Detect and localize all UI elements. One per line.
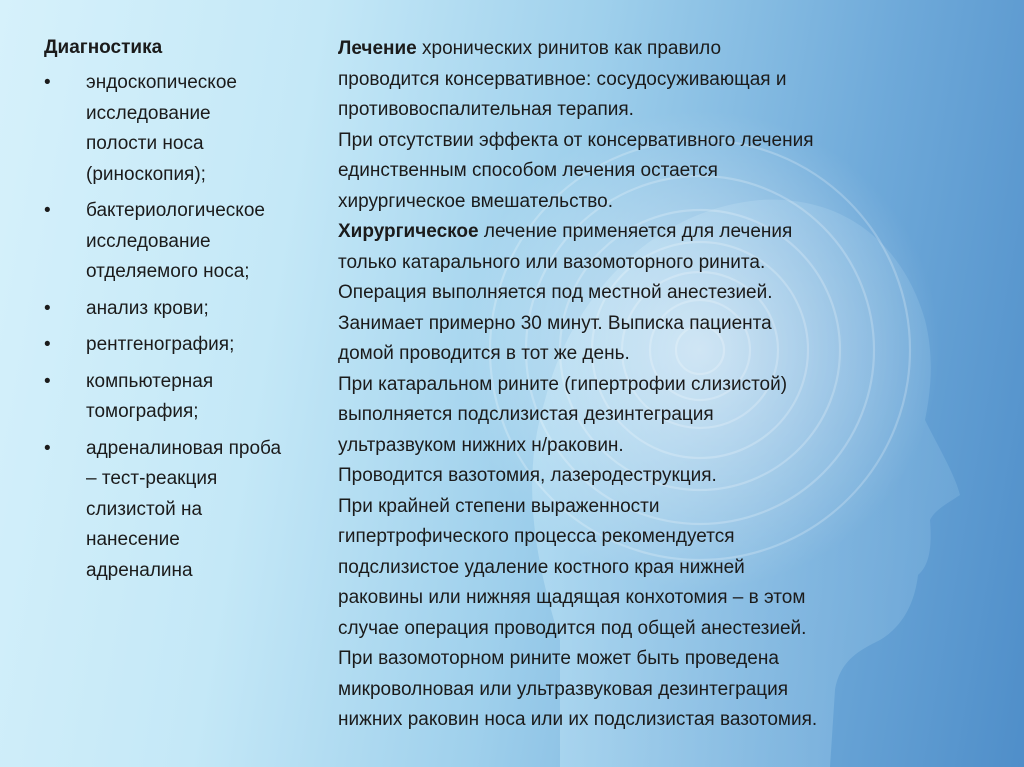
- text-line: единственным способом лечения остается: [338, 160, 718, 181]
- bold-term: Хирургическое: [338, 221, 479, 242]
- text-line: нижних раковин носа или их подслизистая вазотомия.: [338, 709, 818, 730]
- bullet-icon: •: [44, 200, 51, 221]
- list-item-line: адреналиновая проба: [86, 437, 282, 459]
- bullet-icon: •: [44, 297, 51, 319]
- text-line: подслизистое удаление костного края нижней: [338, 556, 745, 578]
- text-line: При крайней степени выраженности: [338, 495, 660, 517]
- list-item-line: (риноскопия);: [86, 163, 206, 185]
- bullet-icon: •: [44, 72, 51, 93]
- bullet-icon: •: [44, 334, 51, 355]
- list-item-line: анализ крови;: [86, 297, 209, 319]
- list-item: [44, 367, 334, 428]
- bold-term: Лечение: [338, 38, 417, 59]
- list-item-line: нанесение: [86, 529, 180, 550]
- text-line: случае операция проводится под общей анестезией.: [338, 617, 807, 639]
- list-item-line: исследование: [86, 230, 211, 252]
- text-line: только катарального или вазомоторного ринита.: [338, 251, 766, 273]
- list-item-line: томография;: [86, 401, 199, 422]
- list-item-line: отделяемого носа;: [86, 261, 250, 282]
- list-item: [44, 68, 334, 190]
- bullet-icon: •: [44, 437, 51, 459]
- list-item-line: – тест-реакция: [86, 468, 218, 489]
- text-line: противовоспалительная терапия.: [338, 99, 634, 120]
- text-line: домой проводится в тот же день.: [338, 343, 630, 364]
- text-line: проводится консервативное: сосудосуживающая и: [338, 68, 787, 90]
- list-item: [44, 330, 334, 361]
- list-item: [44, 434, 334, 587]
- diagnostics-column: [44, 36, 334, 592]
- text-line: При катаральном рините (гипертрофии слизистой): [338, 373, 788, 395]
- list-item: [44, 196, 334, 288]
- text-line: При отсутствии эффекта от консервативного лечения: [338, 129, 814, 151]
- diagnostics-heading: Диагностика: [44, 37, 163, 58]
- list-item-line: полости носа: [86, 133, 204, 154]
- text-line: Хирургическое лечение применяется для лечения: [338, 221, 793, 242]
- text-line: Операция выполняется под местной анестезией.: [338, 282, 773, 303]
- text-line: выполняется подслизистая дезинтеграция: [338, 404, 714, 425]
- bullet-icon: •: [44, 370, 51, 392]
- text-line: Занимает примерно 30 минут. Выписка пациента: [338, 312, 772, 334]
- list-item: [44, 294, 334, 325]
- list-item-line: исследование: [86, 102, 211, 124]
- text-line: ультразвуком нижних н/раковин.: [338, 434, 624, 456]
- list-item-line: слизистой на: [86, 498, 203, 520]
- text-line: микроволновая или ультразвуковая дезинтеграция: [338, 678, 789, 700]
- text-line: При вазомоторном рините может быть проведена: [338, 648, 779, 669]
- list-item-line: адреналина: [86, 559, 193, 581]
- list-item-line: рентгенография;: [86, 334, 235, 355]
- text-line: гипертрофического процесса рекомендуется: [338, 526, 735, 547]
- text-line: Лечение хронических ринитов как правило: [338, 38, 722, 59]
- list-item-line: компьютерная: [86, 370, 214, 392]
- diagnostics-list: [44, 68, 334, 586]
- text-line: Проводится вазотомия, лазеродеструкция.: [338, 465, 717, 486]
- text-line: раковины или нижняя щадящая конхотомия – в этом: [338, 587, 806, 608]
- text-line: хирургическое вмешательство.: [338, 190, 614, 212]
- list-item-line: эндоскопическое: [86, 72, 237, 93]
- list-item-line: бактериологическое: [86, 200, 265, 221]
- treatment-column: [338, 34, 1008, 736]
